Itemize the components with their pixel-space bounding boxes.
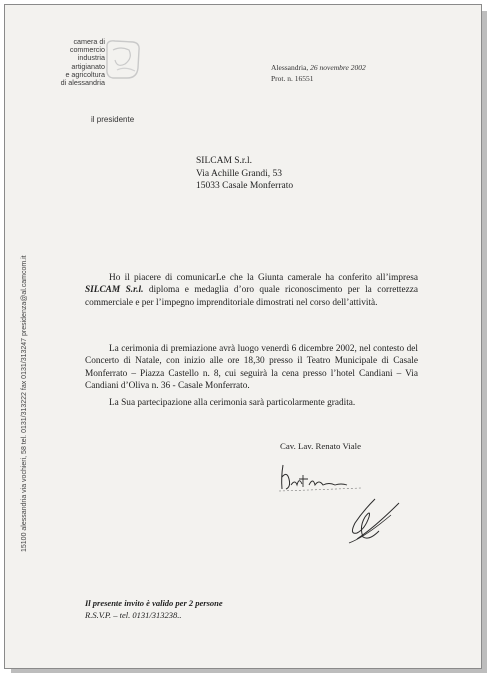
date-block [271,62,366,84]
rsvp-line: R.S.V.P. – tel. 0131/313238.. [85,610,182,620]
company-name: SILCAM S.r.l. [85,285,144,296]
date: 26 novembre 2002 [310,63,366,72]
paragraph-award: Ho il piacere di comunicarLe che la Giunta camerale ha conferito all’impresa SILCAM S.r.l. diploma e medaglia d’oro quale riconoscimento per la correttezza commerciale e per l’impegno imprenditoriale dimostrati nel corso dell’attività. [85,273,418,308]
logo-line: artigianato [71,61,105,71]
protocol-number: Prot. n. 16551 [271,74,314,83]
logo-line: camera di [73,37,105,46]
logo-line: di alessandria [60,78,105,88]
recipient-street: Via Achille Grandi, 53 [196,168,282,179]
letter-page [4,4,482,669]
chamber-logo-text [31,38,105,87]
logo-line: e agricoltura [65,69,105,79]
contact-info: 15100 alessandria via vochieri, 58 tel. 0131/313222 fax 0131/313247 presidenza@al.camcom.it [21,255,28,552]
date-line [271,62,366,73]
initials-signature-icon [335,493,403,551]
logo-line: industria [77,53,105,63]
signatory-name: Cav. Lav. Renato Viale [280,441,361,451]
paragraph-closing: La Sua partecipazione alla cerimonia sarà particolarmente gradita. [109,398,356,408]
chamber-logo-icon [103,38,143,82]
place: Alessandria, [271,63,311,72]
paragraph-ceremony: La cerimonia di premiazione avrà luogo venerdì 6 dicembre 2002, nel contesto del Concerto di Natale, con inizio alle ore 18,30 presso il Teatro Municipale di Casale Monferrato – Piazza Castello n. 8, cui seguirà la cena presso l’hotel Candiani – Via Candiani d’Oliva n. 36 - Casale Monferrato. [85,344,418,392]
recipient-city: 15033 Casale Monferrato [196,181,294,192]
recipient-name: SILCAM S.r.l. [196,156,252,166]
invitation-validity: Il presente invito è valido per 2 persone [85,598,223,608]
logo-line: commercio [69,45,105,55]
invitation-footer [85,597,223,621]
recipient-address [196,155,293,193]
contact-sidebar [8,255,28,555]
president-label: il presidente [91,115,135,124]
